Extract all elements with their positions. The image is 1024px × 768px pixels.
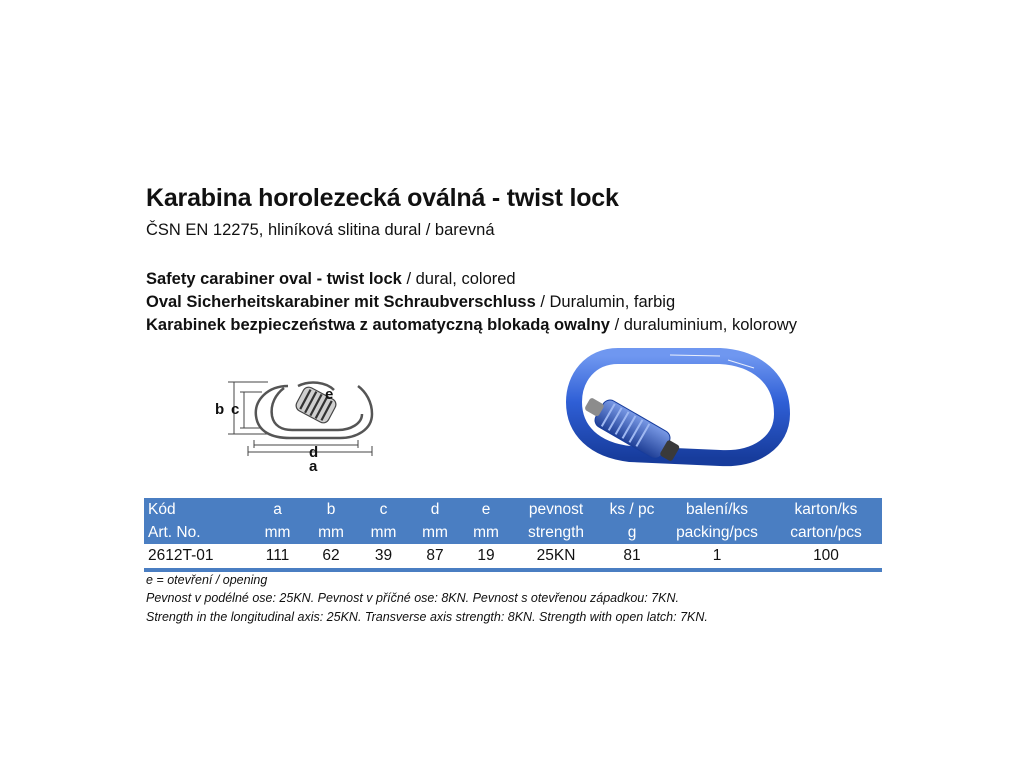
col-subheader-c: mm: [357, 521, 410, 544]
col-subheader-g: g: [600, 521, 664, 544]
cell-packing: 1: [664, 544, 770, 570]
dim-label-a: a: [309, 458, 318, 474]
col-header-ks: ks / pc: [600, 498, 664, 521]
note-strength-en: Strength in the longitudinal axis: 25KN. Transverse axis strength: 8KN. Strength with open latch: 7KN.: [146, 610, 708, 624]
note-strength-cz: Pevnost v podélné ose: 25KN. Pevnost v příčné ose: 8KN. Pevnost s otevřenou západkou: 7KN.: [146, 591, 679, 605]
carabiner-dimension-diagram: [210, 372, 380, 474]
translation-de-detail: / Duralumin, farbig: [535, 293, 676, 311]
table-row: [144, 544, 882, 570]
col-subheader-strength: strength: [512, 521, 600, 544]
cell-c: 39: [357, 544, 410, 570]
dim-label-d: d: [309, 444, 319, 461]
col-header-a: a: [250, 498, 305, 521]
translation-de: [146, 291, 675, 313]
translation-pl-name: Karabinek bezpieczeństwa z automatyczną blokadą owalny: [146, 316, 610, 334]
col-subheader-packing: packing/pcs: [664, 521, 770, 544]
col-subheader-artno: Art. No.: [144, 521, 250, 544]
translation-en-name: Safety carabiner oval - twist lock: [146, 270, 402, 288]
col-header-karton: karton/ks: [770, 498, 882, 521]
col-header-baleni: balení/ks: [664, 498, 770, 521]
col-subheader-e: mm: [460, 521, 512, 544]
translation-en-detail: / dural, colored: [401, 270, 516, 288]
table-header-row-2: [144, 521, 882, 544]
carabiner-photo: [560, 338, 792, 474]
cell-a: 111: [250, 544, 305, 570]
col-subheader-d: mm: [410, 521, 460, 544]
translation-pl: [146, 314, 797, 336]
cell-d: 87: [410, 544, 460, 570]
col-header-pevnost: pevnost: [512, 498, 600, 521]
translation-pl-detail: / duraluminium, kolorowy: [609, 316, 798, 334]
translation-de-name: Oval Sicherheitskarabiner mit Schraubverschluss: [146, 293, 536, 311]
cell-carton: 100: [770, 544, 882, 570]
col-subheader-a: mm: [250, 521, 305, 544]
col-header-kod: Kód: [144, 498, 250, 521]
col-header-e: e: [460, 498, 512, 521]
cell-b: 62: [305, 544, 357, 570]
dim-label-b: b: [215, 401, 225, 418]
dim-label-e: e: [325, 386, 334, 403]
cell-weight: 81: [600, 544, 664, 570]
cell-strength: 25KN: [512, 544, 600, 570]
col-subheader-carton: carton/pcs: [770, 521, 882, 544]
spec-table: [144, 498, 882, 572]
col-header-b: b: [305, 498, 357, 521]
product-title: Karabina horolezecká oválná - twist lock: [146, 184, 619, 212]
col-header-d: d: [410, 498, 460, 521]
table-header-row: [144, 498, 882, 521]
cell-e: 19: [460, 544, 512, 570]
dim-label-c: c: [231, 401, 240, 418]
cell-code: 2612T-01: [144, 544, 250, 570]
product-subtitle: ČSN EN 12275, hliníková slitina dural / barevná: [146, 221, 495, 239]
col-subheader-b: mm: [305, 521, 357, 544]
translation-en: [146, 268, 516, 290]
note-opening: e = otevření / opening: [146, 573, 268, 587]
col-header-c: c: [357, 498, 410, 521]
